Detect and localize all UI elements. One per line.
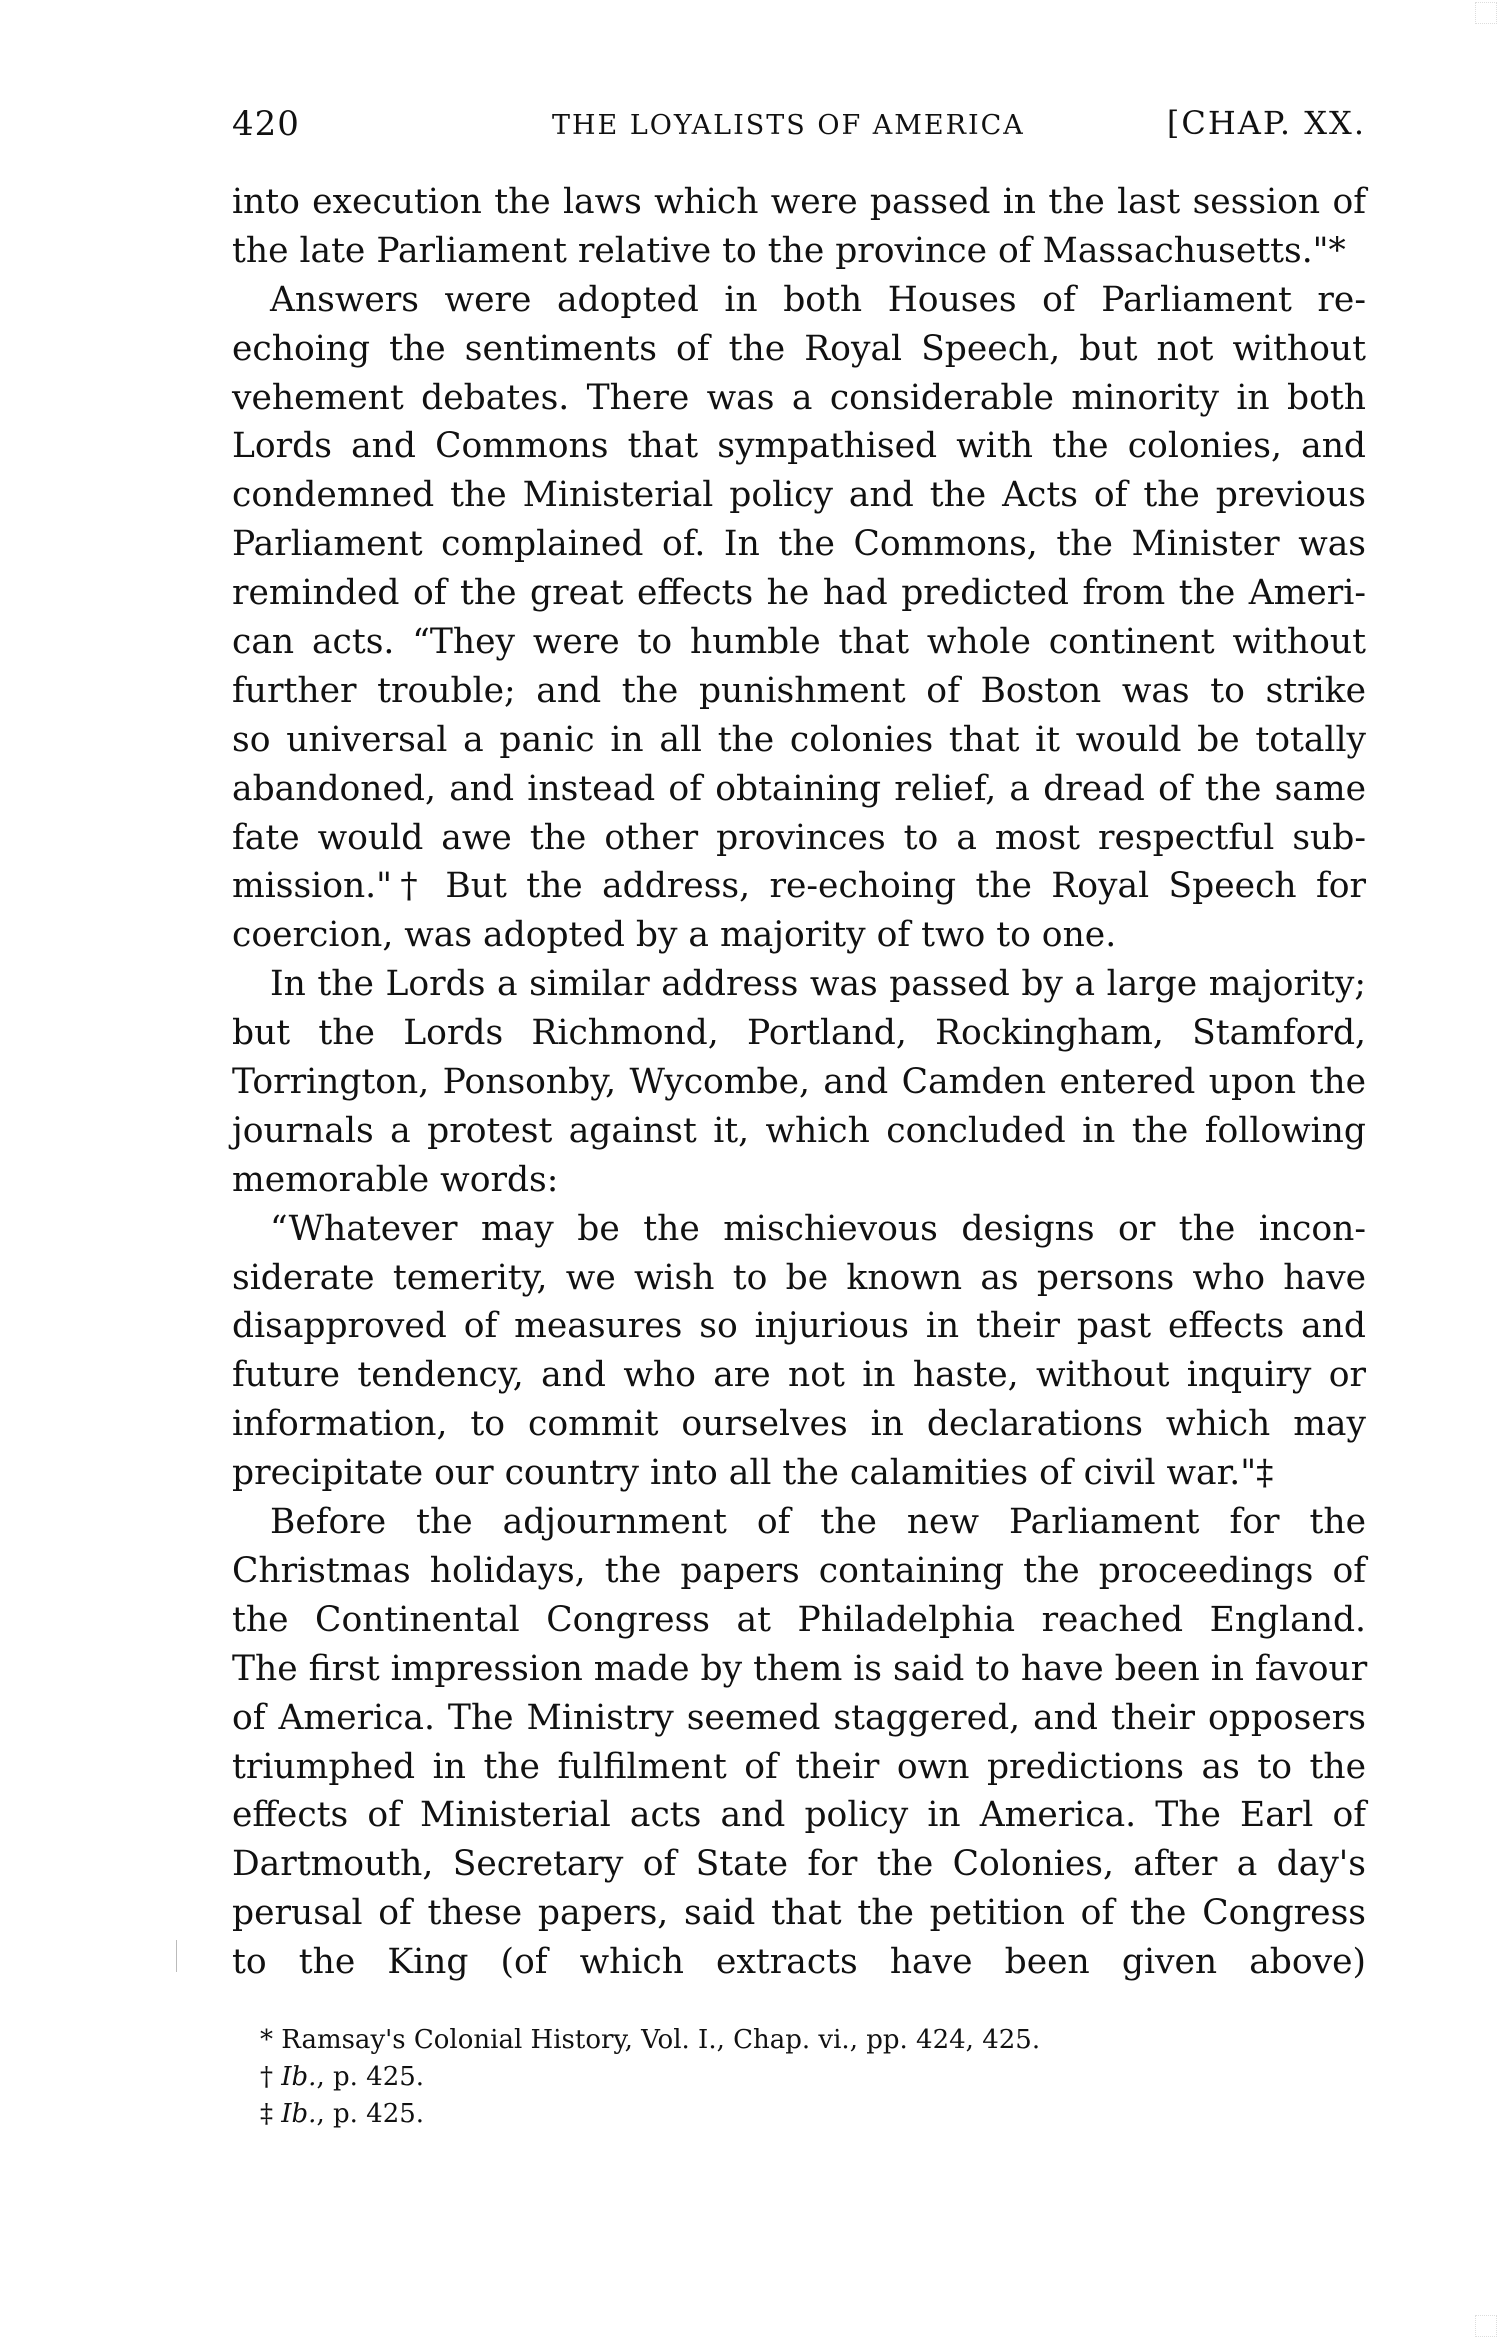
text-line: Dartmouth, Secretary of State for the Colonies, after a day's <box>232 1844 1366 1885</box>
text-line: reminded of the great effects he had predicted from the Ameri- <box>232 573 1366 614</box>
text-line: condemned the Ministerial policy and the Acts of the previous <box>232 475 1366 516</box>
text-line: abandoned, and instead of obtaining relief, a dread of the same <box>232 768 1366 809</box>
footnote-ibid: Ib. <box>281 2099 317 2129</box>
text-line: Torrington, Ponsonby, Wycombe, and Camden entered upon the <box>232 1062 1366 1103</box>
text-line: Lords and Commons that sympathised with the colonies, and <box>232 426 1366 467</box>
text-line: effects of Ministerial acts and policy in America. The Earl of <box>232 1795 1366 1836</box>
text-line: fate would awe the other provinces to a most respectful sub- <box>232 817 1366 858</box>
text-line: The first impression made by them is said to have been in favour <box>232 1648 1368 1689</box>
text-line: “Whatever may be the mischievous designs or the incon- <box>270 1208 1366 1249</box>
footnote-text: Ramsay's Colonial History, Vol. I., Chap. vi., pp. 424, 425. <box>281 2025 1041 2055</box>
text-line: siderate temerity, we wish to be known as persons who have <box>232 1257 1366 1298</box>
margin-mark <box>176 1940 177 1972</box>
scan-artifact <box>1475 2315 1497 2337</box>
text-line: the Continental Congress at Philadelphia reached England. <box>232 1599 1366 1640</box>
page-number: 420 <box>232 104 300 144</box>
text-line: perusal of these papers, said that the petition of the Congress <box>232 1893 1366 1934</box>
text-line: Parliament complained of. In the Commons, the Minister was <box>232 524 1366 565</box>
chapter-reference: [CHAP. XX. <box>1166 104 1366 142</box>
text-line: echoing the sentiments of the Royal Speech, but not without <box>232 328 1366 369</box>
text-line: of America. The Ministry seemed staggered, and their opposers <box>232 1697 1366 1738</box>
text-line: precipitate our country into all the calamities of civil war."‡ <box>232 1453 1274 1494</box>
text-line: future tendency, and who are not in haste, without inquiry or <box>232 1355 1366 1396</box>
text-line: mission."† But the address, re-echoing the Royal Speech for <box>232 866 1366 907</box>
scan-artifact <box>1475 2 1497 24</box>
footnote-ibid: Ib. <box>281 2062 317 2092</box>
footnote <box>260 2096 1360 2133</box>
text-line: vehement debates. There was a considerable minority in both <box>232 377 1366 418</box>
text-line: memorable words: <box>232 1159 559 1200</box>
text-line: into execution the laws which were passed in the last session of <box>232 182 1366 222</box>
body-text <box>232 178 1366 1987</box>
text-line: further trouble; and the punishment of Boston was to strike <box>232 670 1366 711</box>
text-line: Christmas holidays, the papers containing the proceedings of <box>232 1550 1366 1591</box>
text-line: so universal a panic in all the colonies that it would be totally <box>232 719 1366 760</box>
running-title: THE LOYALISTS OF AMERICA <box>552 110 1025 141</box>
text-line: Answers were adopted in both Houses of Parliament re- <box>270 279 1366 320</box>
text-line: triumphed in the fulfilment of their own predictions as to the <box>232 1746 1366 1787</box>
text-line: the late Parliament relative to the province of Massachusetts."* <box>232 230 1346 271</box>
text-line: journals a protest against it, which concluded in the following <box>232 1110 1366 1151</box>
footnotes <box>260 2022 1360 2133</box>
text-line: can acts. “They were to humble that whole continent without <box>232 622 1366 663</box>
footnote-mark: ‡ <box>260 2099 273 2129</box>
text-line: disapproved of measures so injurious in their past effects and <box>232 1306 1366 1347</box>
footnote-mark: † <box>260 2062 273 2092</box>
footnote-text: , p. 425. <box>316 2062 425 2092</box>
text-line: In the Lords a similar address was passed by a large majority; <box>270 964 1366 1005</box>
text-line: but the Lords Richmond, Portland, Rockingham, Stamford, <box>232 1013 1366 1054</box>
footnote <box>260 2059 1360 2096</box>
text-line: coercion, was adopted by a majority of two to one. <box>232 915 1117 956</box>
text-line: Before the adjournment of the new Parliament for the <box>270 1502 1366 1543</box>
text-line: information, to commit ourselves in declarations which may <box>232 1404 1366 1445</box>
footnote-mark: * <box>260 2025 273 2055</box>
page-header <box>232 104 1366 154</box>
text-line: to the King (of which extracts have been given above) <box>232 1942 1366 1983</box>
footnote-text: , p. 425. <box>316 2099 425 2129</box>
footnote <box>260 2022 1360 2059</box>
